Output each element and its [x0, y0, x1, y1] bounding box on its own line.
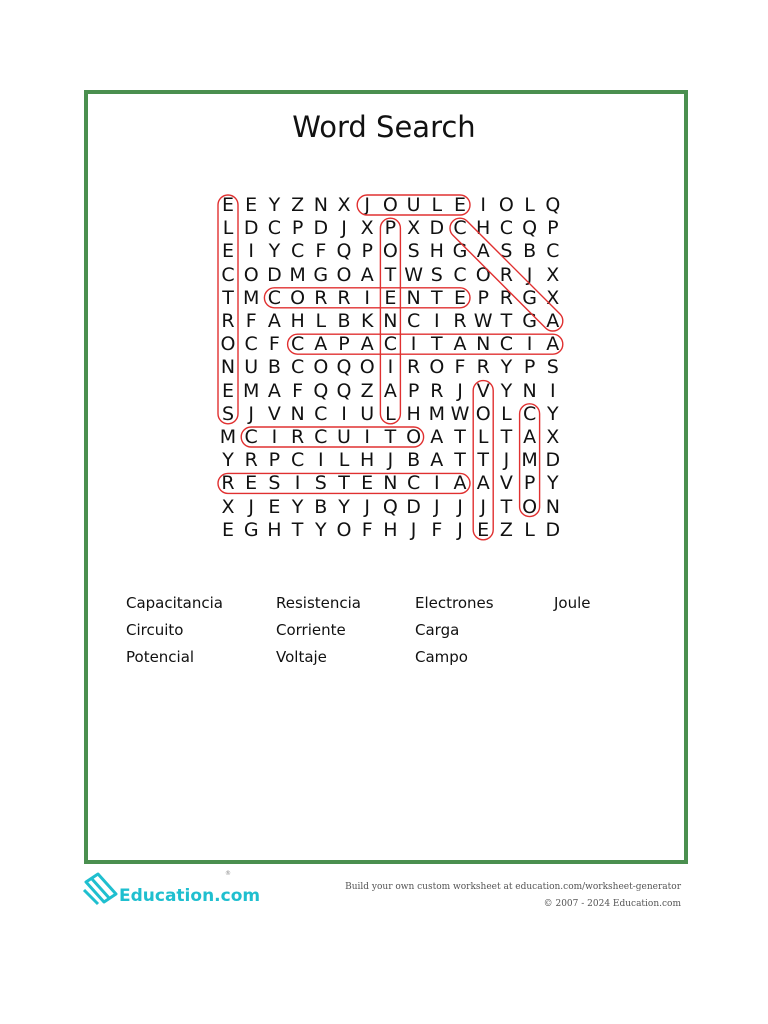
- grid-letter: E: [453, 194, 466, 216]
- grid-letter: O: [475, 402, 491, 425]
- grid-letter: V: [267, 402, 281, 425]
- grid-letter: B: [523, 240, 537, 263]
- grid-letter: R: [221, 472, 235, 495]
- grid-letter: R: [337, 286, 351, 309]
- grid-letter: I: [294, 472, 301, 495]
- grid-letter: E: [221, 194, 234, 216]
- grid-letter: U: [360, 402, 375, 425]
- grid-letter: P: [268, 449, 281, 472]
- grid-letter: S: [407, 240, 420, 263]
- grid-letter: P: [407, 379, 420, 402]
- grid-letter: A: [360, 263, 374, 286]
- grid-letter: D: [313, 217, 329, 240]
- grid-letter: H: [429, 240, 444, 263]
- grid-letter: C: [290, 356, 305, 379]
- grid-letter: T: [430, 333, 443, 356]
- grid-letter: D: [545, 449, 561, 472]
- grid-letter: C: [244, 333, 258, 356]
- grid-letter: S: [430, 263, 443, 286]
- grid-letter: M: [428, 402, 445, 425]
- grid-letter: A: [430, 426, 444, 448]
- grid-letter: C: [290, 240, 305, 263]
- grid-letter: H: [476, 217, 491, 240]
- grid-letter: F: [361, 518, 373, 541]
- grid-letter: J: [364, 194, 370, 216]
- grid-letter: J: [503, 449, 510, 472]
- grid-letter: Q: [545, 194, 561, 216]
- grid-letter: D: [267, 263, 282, 286]
- grid-letter: A: [476, 472, 490, 495]
- grid-letter: X: [360, 217, 374, 240]
- grid-letter: I: [433, 472, 440, 495]
- grid-letter: I: [526, 333, 533, 356]
- grid-letter: S: [268, 472, 281, 495]
- grid-letter: A: [523, 426, 537, 448]
- grid-letter: B: [314, 495, 328, 518]
- grid-letter: Z: [499, 518, 513, 541]
- grid-letter: F: [245, 310, 257, 332]
- grid-letter: A: [453, 333, 467, 356]
- grid-letter: S: [221, 402, 235, 425]
- grid-letter: I: [387, 356, 394, 379]
- grid-letter: C: [383, 333, 398, 356]
- grid-letter: I: [341, 402, 347, 425]
- grid-letter: E: [453, 286, 466, 309]
- grid-letter: W: [404, 263, 423, 286]
- grid-letter: L: [385, 402, 396, 425]
- grid-letter: Y: [546, 402, 559, 425]
- registered-mark: ®: [225, 870, 231, 877]
- grid-letter: N: [545, 495, 560, 518]
- grid-letter: A: [314, 333, 328, 356]
- grid-letter: J: [364, 495, 370, 518]
- grid-letter: X: [221, 495, 235, 518]
- grid-letter: Y: [500, 356, 513, 379]
- grid-letter: Y: [338, 495, 350, 518]
- grid-letter: K: [360, 310, 374, 332]
- grid-letter: F: [454, 356, 466, 379]
- grid-letter: S: [546, 356, 559, 379]
- grid-letter: Z: [360, 379, 374, 402]
- grid-letter: C: [290, 449, 305, 472]
- grid-letter: P: [547, 217, 559, 240]
- grid-letter: E: [245, 194, 258, 216]
- grid-letter: D: [545, 518, 561, 541]
- footer-generator-link[interactable]: Build your own custom worksheet at education.com/worksheet-generator: [345, 882, 681, 892]
- grid-letter: D: [406, 495, 421, 518]
- grid-letter: A: [267, 379, 281, 402]
- grid-letter: G: [313, 263, 329, 286]
- grid-letter: X: [546, 263, 560, 286]
- grid-letter: F: [268, 333, 280, 356]
- grid-letter: O: [406, 426, 422, 448]
- grid-letter: F: [315, 240, 327, 263]
- grid-letter: R: [430, 379, 444, 402]
- grid-letter: O: [522, 495, 538, 518]
- grid-letter: E: [221, 379, 234, 402]
- grid-letter: Y: [268, 194, 281, 216]
- grid-letter: P: [291, 217, 304, 240]
- grid-letter: T: [338, 472, 350, 495]
- grid-letter: D: [243, 217, 259, 240]
- grid-letter: O: [359, 356, 375, 379]
- grid-letter: S: [314, 472, 327, 495]
- grid-letter: O: [336, 518, 352, 541]
- grid-letter: T: [222, 286, 234, 309]
- grid-letter: Y: [500, 379, 513, 402]
- grid-letter: S: [500, 240, 513, 263]
- grid-letter: J: [248, 495, 254, 518]
- grid-letter: T: [500, 426, 513, 448]
- grid-letter: L: [338, 449, 350, 472]
- grid-letter: Q: [336, 379, 352, 402]
- grid-letter: J: [457, 518, 463, 541]
- word-voltaje: Voltaje: [276, 648, 327, 666]
- grid-letter: I: [549, 379, 556, 402]
- grid-letter: L: [501, 402, 512, 425]
- grid-letter: C: [522, 402, 537, 425]
- grid-letter: C: [406, 472, 421, 495]
- grid-letter: Q: [382, 495, 398, 518]
- grid-letter: X: [337, 194, 351, 216]
- grid-letter: F: [292, 379, 304, 402]
- grid-letter: C: [546, 240, 560, 263]
- grid-letter: J: [248, 402, 254, 425]
- grid-letter: C: [267, 217, 282, 240]
- grid-letter: Z: [291, 194, 305, 216]
- grid-letter: N: [476, 333, 491, 356]
- word-electrones: Electrones: [415, 594, 494, 612]
- word-joule: Joule: [554, 594, 591, 612]
- grid-letter: C: [499, 217, 514, 240]
- grid-letter: H: [406, 402, 421, 425]
- grid-letter: J: [480, 495, 486, 518]
- grid-letter: P: [338, 333, 350, 356]
- grid-letter: A: [267, 310, 281, 332]
- grid-letter: B: [267, 356, 281, 379]
- grid-letter: R: [453, 310, 467, 332]
- grid-letter: M: [289, 263, 306, 286]
- grid-letter: A: [546, 310, 560, 332]
- grid-letter: O: [475, 263, 491, 286]
- grid-letter: Y: [546, 472, 559, 495]
- grid-letter: N: [383, 310, 398, 332]
- grid-letter: E: [245, 472, 258, 495]
- grid-letter: V: [476, 379, 490, 402]
- word-circuito: Circuito: [126, 621, 184, 639]
- grid-letter: H: [383, 518, 398, 541]
- grid-letter: J: [387, 449, 394, 472]
- grid-letter: H: [360, 449, 375, 472]
- grid-letter: T: [430, 286, 443, 309]
- grid-letter: R: [476, 356, 490, 379]
- grid-letter: V: [499, 472, 513, 495]
- grid-letter: I: [271, 426, 278, 448]
- grid-letter: L: [431, 194, 443, 216]
- grid-letter: J: [526, 263, 533, 286]
- grid-letter: P: [477, 286, 489, 309]
- grid-letter: C: [406, 310, 421, 332]
- grid-letter: C: [453, 263, 467, 286]
- grid-letter: T: [291, 518, 304, 541]
- grid-letter: E: [268, 495, 281, 518]
- grid-letter: R: [499, 263, 513, 286]
- grid-letter: P: [384, 217, 397, 240]
- grid-letter: R: [406, 356, 421, 379]
- grid-letter: U: [406, 194, 421, 216]
- word-carga: Carga: [415, 621, 460, 639]
- grid-letter: O: [313, 356, 329, 379]
- grid-letter: C: [290, 333, 305, 356]
- grid-letter: N: [406, 286, 421, 309]
- grid-letter: J: [457, 379, 463, 402]
- grid-letter: A: [546, 333, 560, 356]
- grid-letter: G: [522, 286, 537, 309]
- grid-letter: A: [430, 449, 444, 472]
- grid-letter: L: [524, 194, 535, 216]
- grid-letter: T: [384, 426, 397, 448]
- grid-letter: U: [337, 426, 351, 448]
- grid-letter: E: [361, 472, 374, 495]
- grid-letter: Y: [222, 449, 234, 472]
- grid-letter: F: [431, 518, 443, 541]
- grid-letter: L: [524, 518, 535, 541]
- grid-letter: O: [429, 356, 445, 379]
- education-logo-text[interactable]: Education.com: [119, 886, 261, 906]
- grid-letter: Y: [268, 240, 281, 263]
- grid-letter: H: [290, 310, 305, 332]
- footer-copyright: © 2007 - 2024 Education.com: [543, 899, 681, 909]
- grid-letter: M: [219, 426, 237, 448]
- grid-letter: X: [546, 426, 560, 448]
- grid-letter: T: [384, 263, 397, 286]
- word-potencial: Potencial: [126, 648, 195, 666]
- grid-letter: C: [314, 402, 328, 425]
- grid-letter: E: [221, 518, 234, 541]
- grid-letter: N: [313, 194, 328, 216]
- grid-letter: I: [480, 194, 486, 216]
- grid-letter: T: [500, 310, 513, 332]
- page-title: Word Search: [292, 110, 476, 144]
- grid-letter: C: [453, 217, 467, 240]
- grid-letter: R: [244, 449, 258, 472]
- grid-letter: X: [407, 217, 421, 240]
- grid-letter: Q: [313, 379, 329, 402]
- grid-letter: E: [221, 240, 234, 263]
- grid-letter: G: [522, 310, 537, 332]
- grid-letter: G: [452, 240, 468, 263]
- grid-letter: Q: [336, 240, 352, 263]
- grid-letter: J: [341, 217, 347, 240]
- grid-letter: C: [267, 286, 282, 309]
- grid-letter: G: [243, 518, 259, 541]
- word-resistencia: Resistencia: [276, 594, 361, 612]
- grid-letter: I: [364, 426, 370, 448]
- grid-letter: I: [248, 240, 254, 263]
- word-campo: Campo: [415, 648, 468, 666]
- grid-letter: B: [407, 449, 421, 472]
- grid-letter: N: [220, 356, 236, 379]
- grid-letter: B: [337, 310, 351, 332]
- grid-letter: H: [267, 518, 282, 541]
- grid-letter: T: [454, 426, 466, 448]
- grid-letter: M: [242, 286, 260, 309]
- grid-letter: T: [500, 495, 513, 518]
- word-corriente: Corriente: [276, 621, 346, 639]
- grid-letter: Q: [336, 356, 352, 379]
- grid-letter: C: [499, 333, 514, 356]
- grid-letter: W: [450, 402, 470, 425]
- grid-letter: J: [457, 495, 463, 518]
- grid-letter: O: [290, 286, 306, 309]
- grid-letter: N: [383, 472, 398, 495]
- grid-letter: R: [221, 310, 235, 332]
- grid-letter: I: [410, 333, 417, 356]
- grid-letter: I: [433, 310, 440, 332]
- grid-letter: P: [523, 472, 536, 495]
- grid-letter: R: [499, 286, 513, 309]
- grid-letter: Q: [522, 217, 538, 240]
- grid-letter: Y: [291, 495, 304, 518]
- grid-letter: N: [522, 379, 537, 402]
- grid-letter: P: [361, 240, 373, 263]
- grid-letter: L: [222, 217, 234, 240]
- grid-letter: R: [314, 286, 328, 309]
- grid-letter: L: [477, 426, 489, 448]
- grid-letter: J: [410, 518, 417, 541]
- grid-letter: X: [546, 286, 560, 309]
- grid-letter: T: [454, 449, 466, 472]
- grid-letter: O: [498, 194, 514, 216]
- grid-letter: C: [244, 426, 258, 448]
- grid-letter: O: [336, 263, 352, 286]
- grid-letter: I: [364, 286, 370, 309]
- grid-letter: R: [290, 426, 305, 448]
- grid-letter: Y: [314, 518, 327, 541]
- grid-letter: O: [220, 333, 236, 356]
- grid-letter: A: [383, 379, 397, 402]
- grid-letter: C: [221, 263, 235, 286]
- grid-letter: I: [317, 449, 324, 472]
- grid-letter: O: [382, 194, 398, 216]
- grid-letter: A: [476, 240, 490, 263]
- grid-letter: A: [453, 472, 467, 495]
- grid-letter: M: [521, 449, 538, 472]
- grid-letter: N: [290, 402, 305, 425]
- grid-letter: T: [477, 449, 489, 472]
- grid-letter: U: [244, 356, 259, 379]
- grid-letter: L: [315, 310, 327, 332]
- grid-letter: E: [384, 286, 397, 309]
- grid-letter: D: [429, 217, 445, 240]
- grid-letter: A: [360, 333, 374, 356]
- grid-letter: C: [314, 426, 328, 448]
- grid-letter: W: [473, 310, 493, 332]
- grid-letter: M: [242, 379, 260, 402]
- word-capacitancia: Capacitancia: [126, 594, 223, 612]
- grid-letter: J: [433, 495, 440, 518]
- grid-letter: O: [382, 240, 398, 263]
- grid-letter: P: [523, 356, 536, 379]
- grid-letter: O: [243, 263, 259, 286]
- grid-letter: E: [477, 518, 490, 541]
